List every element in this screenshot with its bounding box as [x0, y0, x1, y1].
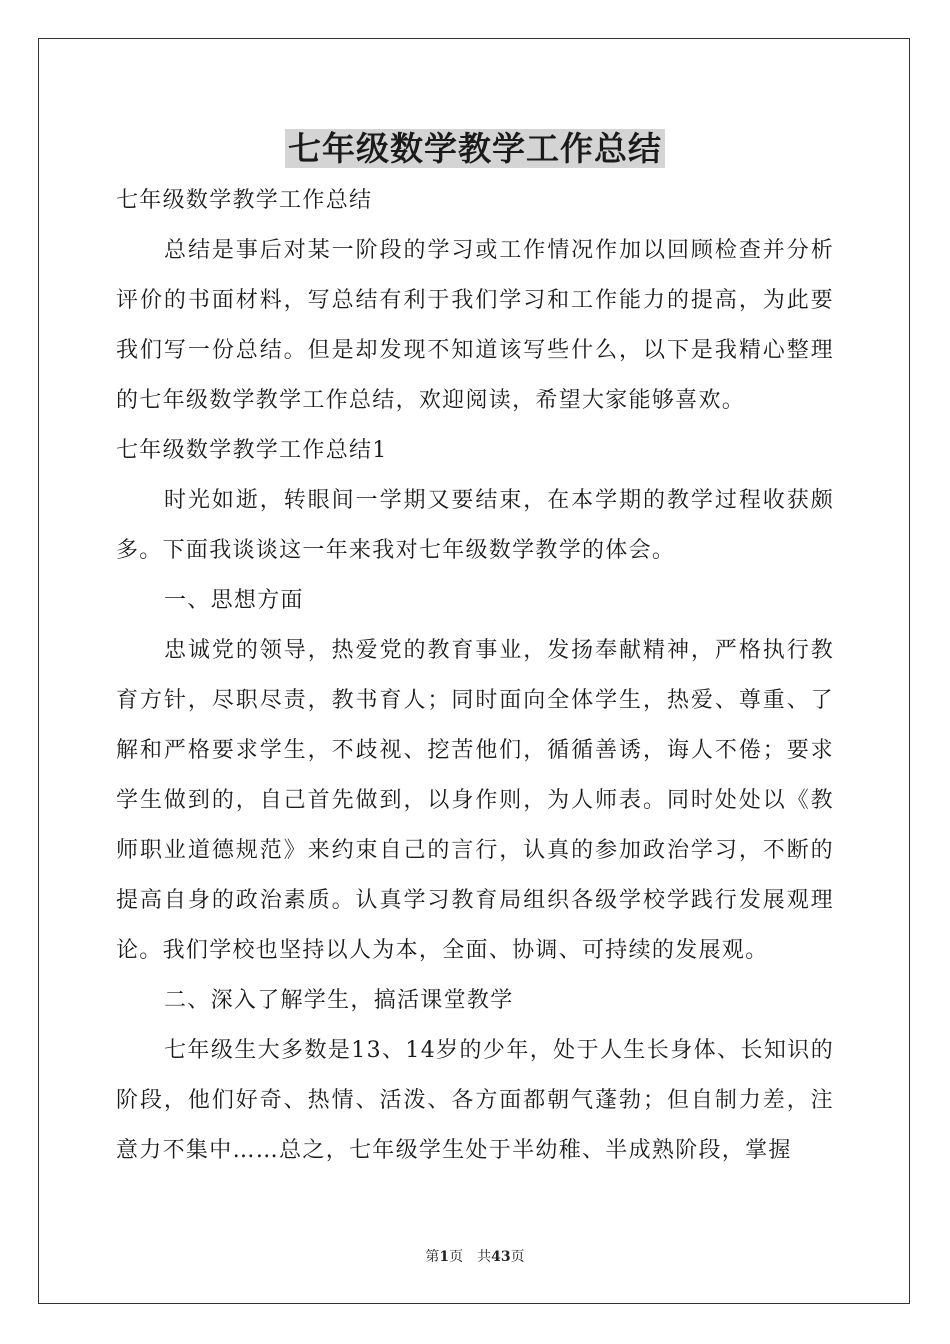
section-heading: 七年级数学教学工作总结1 [116, 438, 388, 463]
page-footer [0, 1248, 950, 1266]
total-label-prefix: 共 [477, 1249, 492, 1265]
document-body [116, 176, 834, 1176]
document-title [0, 126, 950, 172]
paragraph: 七年级生大多数是13、14岁的少年，处于人生长身体、长知识的阶段，他们好奇、热情、活泼、各方面都朝气蓬勃；但自制力差，注意力不集中……总之，七年级学生处于半幼稚、半成熟阶段，掌握 [116, 1038, 834, 1163]
paragraph: 七年级数学教学工作总结 [116, 188, 373, 213]
total-label-unit: 页 [510, 1249, 525, 1265]
paragraph: 时光如逝，转眼间一学期又要结束，在本学期的教学过程收获颇多。下面我谈谈这一年来我对七年级数学教学的体会。 [116, 488, 834, 563]
current-page-number: 1 [439, 1249, 450, 1265]
paragraph: 忠诚党的领导，热爱党的教育事业，发扬奉献精神，严格执行教育方针，尽职尽责，教书育人；同时面向全体学生，热爱、尊重、了解和严格要求学生，不歧视、挖苦他们，循循善诱，诲人不倦；要求学生做到的，自己首先做到，以身作则，为人师表。同时处处以《教师职业道德规范》来约束自己的言行，认真的参加政治学习，不断的提高自身的政治素质。认真学习教育局组织各级学校学践行发展观理论。我们学校也坚持以人为本，全面、协调、可持续的发展观。 [116, 638, 834, 963]
subsection-heading: 一、思想方面 [164, 588, 304, 613]
total-page-count: 43 [491, 1249, 511, 1265]
paragraph: 总结是事后对某一阶段的学习或工作情况作加以回顾检查并分析评价的书面材料，写总结有利于我们学习和工作能力的提高，为此要我们写一份总结。但是却发现不知道该写些什么，以下是我精心整理的七年级数学教学工作总结，欢迎阅读，希望大家能够喜欢。 [116, 238, 834, 413]
page-label-prefix: 第 [425, 1249, 440, 1265]
subsection-heading: 二、深入了解学生，搞活课堂教学 [164, 988, 514, 1013]
page-label-unit: 页 [449, 1249, 464, 1265]
document-title-text: 七年级数学教学工作总结 [285, 129, 665, 168]
